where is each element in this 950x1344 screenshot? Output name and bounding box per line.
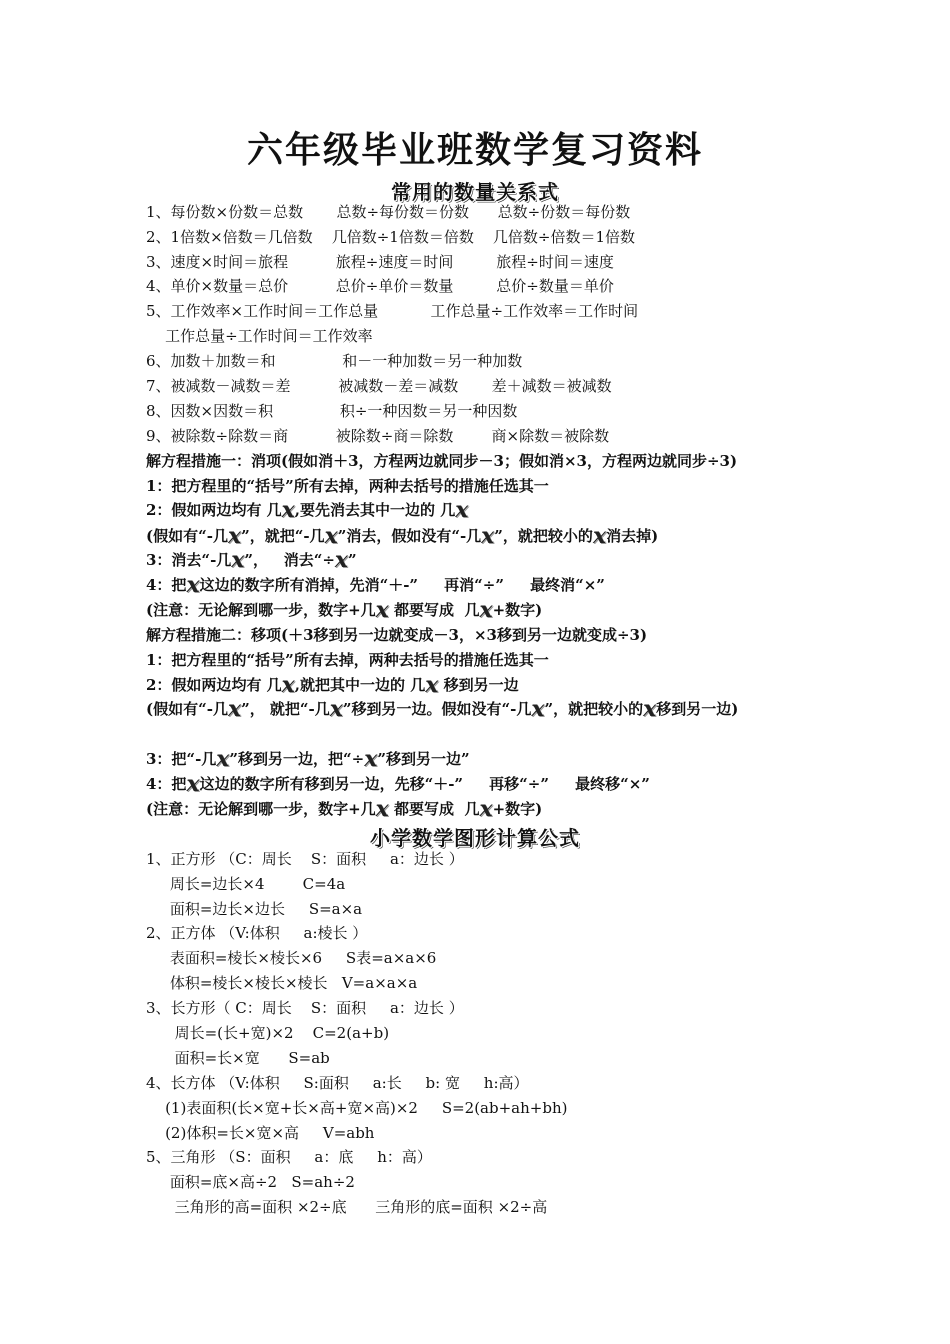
- x-variable-icon: x: [592, 523, 607, 549]
- section-heading-geometry: 小学数学图形计算公式: [370, 826, 580, 850]
- method1-note: (假如有“-几x”，就把“-几x”消去，假如没有“-几x”，就把较小的x消去掉): [146, 523, 659, 549]
- geometry-line-13: 5、三角形 （S：面积 a：底 h：高）: [146, 1148, 432, 1166]
- x-variable-icon: x: [479, 597, 493, 623]
- relation-line-7: 7、被减数－减数＝差 被减数－差＝减数 差＋减数＝被减数: [146, 377, 612, 395]
- geometry-line-5: 表面积=棱长×棱长×6 S表=a×a×6: [146, 949, 437, 967]
- geometry-line-15: 三角形的高=面积 ×2÷底 三角形的底=面积 ×2÷高: [146, 1198, 548, 1216]
- relation-line-3: 3、速度×时间＝旅程 旅程÷速度＝时间 旅程÷时间＝速度: [146, 253, 614, 271]
- relation-line-1: 1、每份数×份数＝总数 总数÷每份数＝份数 总数÷份数＝每份数: [146, 203, 631, 221]
- method2-step4: 4：把x这边的数字所有移到另一边，先移“＋-” 再移“÷” 最终移“×”: [146, 771, 650, 797]
- relation-line-6: 6、加数＋加数＝和 和－一种加数＝另一种加数: [146, 352, 523, 370]
- x-variable-icon: x: [281, 672, 295, 698]
- method2-step3: 3：把“-几x”移到另一边，把“÷x”移到另一边”: [146, 746, 470, 772]
- section-heading-relations: 常用的数量关系式: [391, 180, 559, 204]
- geometry-line-11: (1)表面积(长×宽+长×高+宽×高)×2 S=2(ab+ah+bh): [146, 1099, 568, 1117]
- x-variable-icon: x: [231, 547, 245, 573]
- x-variable-icon: x: [375, 597, 389, 623]
- x-variable-icon: x: [425, 672, 439, 698]
- method1-step2: 2：假如两边均有 几x,要先消去其中一边的 几x: [146, 497, 469, 523]
- geometry-line-10: 4、长方体 （V:体积 S:面积 a:长 b: 宽 h:高）: [146, 1074, 529, 1092]
- geometry-line-9: 面积=长×宽 S=ab: [146, 1049, 330, 1067]
- x-variable-icon: x: [281, 497, 295, 523]
- geometry-line-3: 面积=边长×边长 S=a×a: [146, 900, 363, 918]
- x-variable-icon: x: [227, 523, 242, 549]
- geometry-line-12: (2)体积=长×宽×高 V=abh: [146, 1124, 375, 1142]
- x-variable-icon: x: [329, 696, 343, 722]
- x-variable-icon: x: [227, 696, 242, 722]
- x-variable-icon: x: [186, 572, 200, 598]
- geometry-line-14: 面积=底×高÷2 S=ah÷2: [146, 1173, 355, 1191]
- geometry-line-7: 3、长方形（ C：周长 S：面积 a：边长 ）: [146, 999, 464, 1017]
- relation-line-2: 2、1倍数×倍数＝几倍数 几倍数÷1倍数＝倍数 几倍数÷倍数＝1倍数: [146, 228, 636, 246]
- x-variable-icon: x: [531, 696, 545, 722]
- geometry-line-1: 1、正方形 （C：周长 S：面积 a：边长 ）: [146, 850, 464, 868]
- document-title: 六年级毕业班数学复习资料: [246, 129, 703, 171]
- method1-heading: 解方程措施一：消项(假如消＋3，方程两边就同步－3；假如消×3，方程两边就同步÷3): [146, 452, 738, 470]
- x-variable-icon: x: [324, 523, 338, 549]
- method1-caution: (注意：无论解到哪一步，数字+几x 都要写成 几x+数字): [146, 597, 543, 623]
- method1-step1: 1：把方程里的“括号”所有去掉，两种去括号的措施任选其一: [146, 477, 549, 495]
- method2-caution: (注意：无论解到哪一步，数字+几x 都要写成 几x+数字): [146, 796, 543, 822]
- relation-line-5b: 工作总量÷工作时间＝工作效率: [146, 327, 373, 345]
- geometry-line-4: 2、正方体 （V:体积 a:棱长 ）: [146, 924, 368, 942]
- x-variable-icon: x: [364, 746, 378, 772]
- method2-heading: 解方程措施二：移项(＋3移到另一边就变成－3，×3移到另一边就变成÷3): [146, 626, 648, 644]
- method1-step3: 3：消去“-几x”， 消去“÷x”: [146, 547, 357, 573]
- method2-note: (假如有“-几x”， 就把“-几x”移到另一边。假如没有“-几x”，就把较小的x移到另一边): [146, 696, 739, 722]
- relation-line-5: 5、工作效率×工作时间＝工作总量 工作总量÷工作效率＝工作时间: [146, 302, 639, 320]
- relation-line-9: 9、被除数÷除数＝商 被除数÷商＝除数 商×除数＝被除数: [146, 427, 610, 445]
- x-variable-icon: x: [216, 746, 230, 772]
- geometry-line-8: 周长=(长+宽)×2 C=2(a+b): [146, 1024, 390, 1042]
- x-variable-icon: x: [334, 547, 349, 573]
- x-variable-icon: x: [455, 497, 469, 523]
- relation-line-8: 8、因数×因数＝积 积÷一种因数＝另一种因数: [146, 402, 518, 420]
- method1-step4: 4：把x这边的数字所有消掉，先消“＋-” 再消“÷” 最终消“×”: [146, 572, 605, 598]
- geometry-line-2: 周长=边长×4 C=4a: [146, 875, 346, 893]
- x-variable-icon: x: [479, 796, 493, 822]
- x-variable-icon: x: [481, 523, 495, 549]
- geometry-line-6: 体积=棱长×棱长×棱长 V=a×a×a: [146, 974, 418, 992]
- x-variable-icon: x: [643, 696, 657, 722]
- method2-step1: 1：把方程里的“括号”所有去掉，两种去括号的措施任选其一: [146, 651, 549, 669]
- relation-line-4: 4、单价×数量＝总价 总价÷单价＝数量 总价÷数量＝单价: [146, 277, 614, 295]
- x-variable-icon: x: [375, 796, 389, 822]
- method2-step2: 2：假如两边均有 几x,就把其中一边的 几x 移到另一边: [146, 672, 519, 698]
- x-variable-icon: x: [186, 771, 200, 797]
